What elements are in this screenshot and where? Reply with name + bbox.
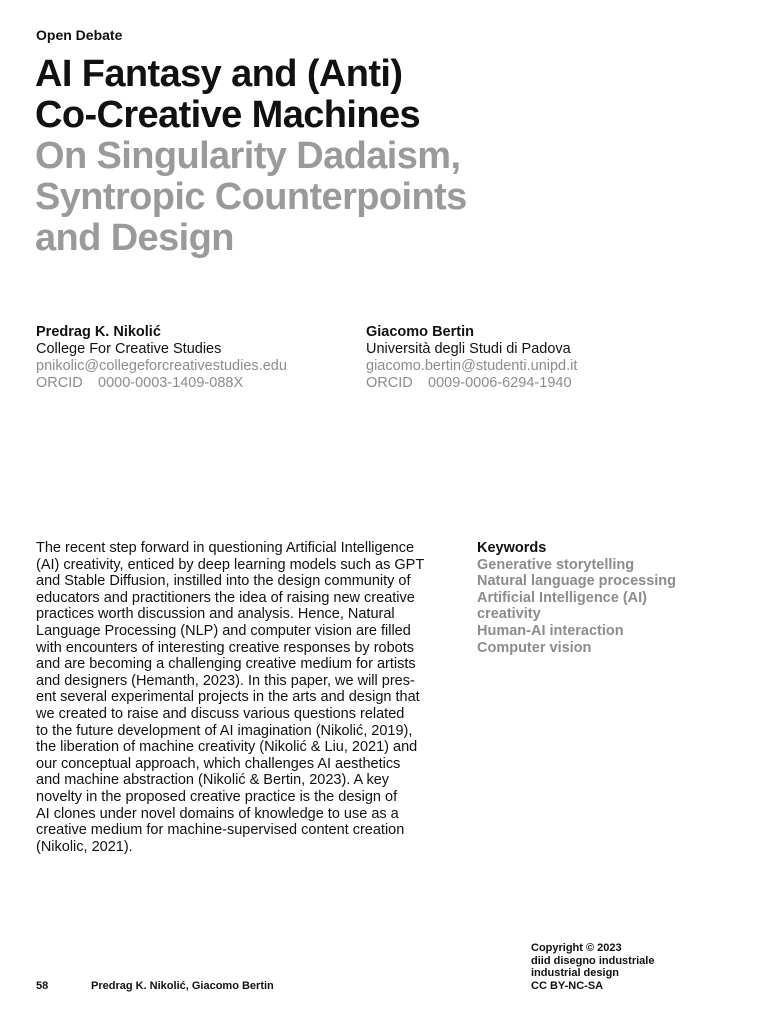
- abstract-line: ent several experimental projects in the arts and design that: [36, 689, 420, 706]
- abstract-line: novelty in the proposed creative practice is the design of: [36, 788, 398, 805]
- author-block: [366, 324, 577, 392]
- page-number: 58: [36, 980, 49, 992]
- keywords-panel: [477, 540, 737, 656]
- author-email[interactable]: pnikolic@collegeforcreativestudies.edu: [36, 358, 287, 374]
- orcid-label: ORCID: [36, 375, 83, 391]
- keyword-item: Natural language processing: [477, 573, 677, 590]
- article-subtitle: [35, 136, 467, 259]
- abstract-line: (AI) creativity, enticed by deep learning models such as GPT: [36, 556, 425, 573]
- abstract-line: The recent step forward in questioning Artificial Intelligence: [36, 540, 415, 556]
- author-email[interactable]: giacomo.bertin@studenti.unipd.it: [366, 358, 578, 374]
- author-orcid: [36, 375, 287, 392]
- subtitle-line: Syntropic Counterpoints: [35, 176, 467, 218]
- orcid-label: ORCID: [366, 375, 413, 391]
- copyright-notice: [531, 942, 654, 992]
- keyword-item: Artificial Intelligence (AI): [477, 589, 647, 606]
- abstract-line: practices worth discussion and analysis. Hence, Natural: [36, 606, 395, 623]
- author-orcid: [366, 375, 577, 392]
- keyword-item: Computer vision: [477, 639, 592, 656]
- footer-authors: Predrag K. Nikolić, Giacomo Bertin: [91, 980, 274, 992]
- abstract-line: with encounters of interesting creative responses by robots: [36, 639, 415, 656]
- abstract-line: Language Processing (NLP) and computer vision are filled: [36, 622, 411, 639]
- author-affiliation: Università degli Studi di Padova: [366, 341, 571, 357]
- copyright-line: diid disegno industriale: [531, 954, 655, 967]
- keywords-title: Keywords: [477, 540, 547, 556]
- author-name: Giacomo Bertin: [366, 324, 474, 340]
- abstract-line: AI clones under novel domains of knowledge to use as a: [36, 805, 399, 822]
- license-label: CC BY-NC-SA: [531, 979, 604, 992]
- abstract: [36, 540, 466, 855]
- abstract-line: the liberation of machine creativity (Nikolić & Liu, 2021) and: [36, 739, 418, 756]
- abstract-line: and designers (Hemanth, 2023). In this paper, we will pres-: [36, 672, 415, 689]
- subtitle-line: On Singularity Dadaism,: [35, 135, 461, 177]
- author-affiliation: College For Creative Studies: [36, 341, 222, 357]
- abstract-line: and are becoming a challenging creative medium for artists: [36, 656, 416, 673]
- abstract-line: our conceptual approach, which challenges AI aesthetics: [36, 755, 401, 772]
- abstract-line: and machine abstraction (Nikolić & Bertin, 2023). A key: [36, 772, 390, 789]
- abstract-line: educators and practitioners the idea of raising new creative: [36, 589, 415, 606]
- orcid-id[interactable]: 0009-0006-6294-1940: [428, 375, 572, 391]
- orcid-id[interactable]: 0000-0003-1409-088X: [98, 375, 244, 391]
- author-name: Predrag K. Nikolić: [36, 324, 161, 340]
- section-label: Open Debate: [36, 27, 123, 43]
- abstract-line: to the future development of AI imagination (Nikolić, 2019),: [36, 722, 413, 739]
- author-block: [36, 324, 287, 392]
- keyword-item: creativity: [477, 606, 541, 623]
- copyright-line: industrial design: [531, 967, 620, 980]
- abstract-line: (Nikolic, 2021).: [36, 838, 133, 855]
- abstract-line: and Stable Diffusion, instilled into the design community of: [36, 573, 411, 590]
- article-title: [35, 54, 420, 136]
- keyword-item: Generative storytelling: [477, 556, 635, 573]
- title-line: Co-Creative Machines: [35, 94, 421, 136]
- abstract-line: creative medium for machine-supervised content creation: [36, 822, 405, 839]
- subtitle-line: and Design: [35, 217, 234, 259]
- keyword-item: Human-AI interaction: [477, 622, 624, 639]
- title-line: AI Fantasy and (Anti): [35, 53, 403, 95]
- copyright-line: Copyright © 2023: [531, 942, 622, 954]
- abstract-line: we created to raise and discuss various questions related: [36, 705, 405, 722]
